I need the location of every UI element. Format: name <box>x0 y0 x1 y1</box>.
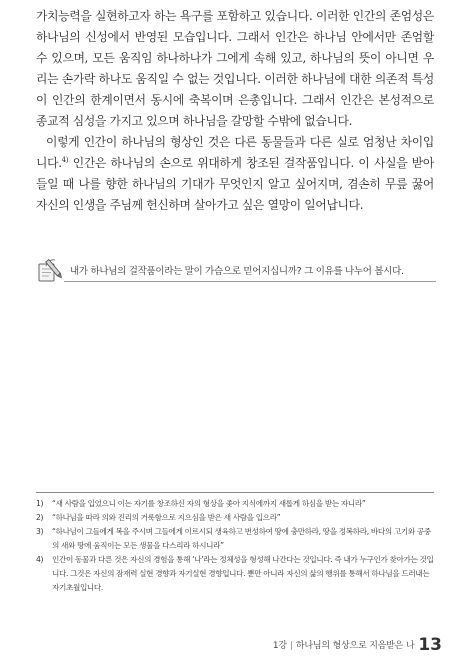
footnote-text: “하나님을 따라 의와 진리의 거룩함으로 지으심을 받은 새 사람을 입으라” <box>52 513 281 522</box>
pencil-notepad-icon <box>36 256 64 284</box>
footnote <box>36 497 434 511</box>
paragraph-1: 가치능력을 실현하고자 하는 욕구를 포함하고 있습니다. 이러한 인간의 존엄성은 하나님의 신성에서 반영된 모습입니다. 그래서 인간은 하나님 안에서만 존엄할 수 있으며, 모든 움직임 하나하나가 그에게 속해 있고, 하나님의 뜻이 아니면 우리는 손가락 하나도 움직일 수 없는 것입니다. 이러한 하나님에 대한 의존적 특성이 인간의 한계이면서 동시에 축복이며 은총입니다. 그래서 인간은 본성적으로 종교적 심성을 가지고 있으며 하나님을 갈망할 수밖에 없습니다. <box>36 9 434 128</box>
footnote-text: 인간이 동물과 다른 것은 자신의 경험을 통해 ‘나’라는 정체성을 형성해 나간다는 것입니다. 즉 내가 누구인가 찾아가는 것입니다. 그것은 자신의 잠재력 실현 경향과 자기실현 경향입니다. 뿐만 아니라 자신의 삶의 행위를 통해서 하나님을 드러내는 자기초월입니다. <box>52 555 434 592</box>
discussion-question <box>34 256 436 286</box>
answer-space <box>36 290 434 480</box>
footer-separator: | <box>289 641 293 651</box>
paragraph-2-part-2: 인간은 하나님의 손으로 위대하게 창조된 걸작품입니다. 이 사실을 받아들일 때 나를 향한 하나님의 기대가 무엇인지 알고 싶어지며, 겸손히 무릎 꿇어 자신의 인생을 주님께 헌신하며 살아가고 싶은 열망이 일어납니다. <box>36 156 434 212</box>
chapter-label: 1강 <box>272 641 287 651</box>
footnote-number: 1) <box>36 499 44 508</box>
paragraph-2-part-1: 이렇게 인간이 하나님의 형상인 것은 다른 동물들과 다른 실로 엄청난 차이입니다. <box>36 135 434 170</box>
footnote-reference: 4) <box>61 156 69 165</box>
footnote-text: “하나님이 그들에게 복을 주시며 그들에게 이르시되 생육하고 번성하여 땅에 충만하라, 땅을 정복하라, 바다의 고기와 공중의 새와 땅에 움직이는 모든 생물을 다스리라 하시니라” <box>52 527 431 550</box>
footnotes <box>36 497 434 595</box>
footnote-number: 4) <box>36 555 44 564</box>
running-title: 하나님의 형상으로 지음받은 나 <box>295 641 415 651</box>
footnote-number: 2) <box>36 513 44 522</box>
question-text: 내가 하나님의 걸작품이라는 말이 가슴으로 믿어지십니까? 그 이유를 나누어 봅시다. <box>70 266 404 277</box>
footnote <box>36 511 434 525</box>
footnote <box>36 525 434 553</box>
page-footer <box>273 633 442 653</box>
body-text <box>36 6 434 216</box>
footnote-number: 3) <box>36 527 44 536</box>
footnote <box>36 553 434 595</box>
footnote-divider <box>36 492 434 493</box>
page-number: 13 <box>418 635 442 655</box>
paragraph-2 <box>36 132 434 216</box>
footnote-text: “새 사람을 입었으니 이는 자기를 창조하신 자의 형상을 좇아 지식에까지 새롭게 하심을 받는 자니라” <box>52 499 366 508</box>
question-underline <box>64 281 436 282</box>
